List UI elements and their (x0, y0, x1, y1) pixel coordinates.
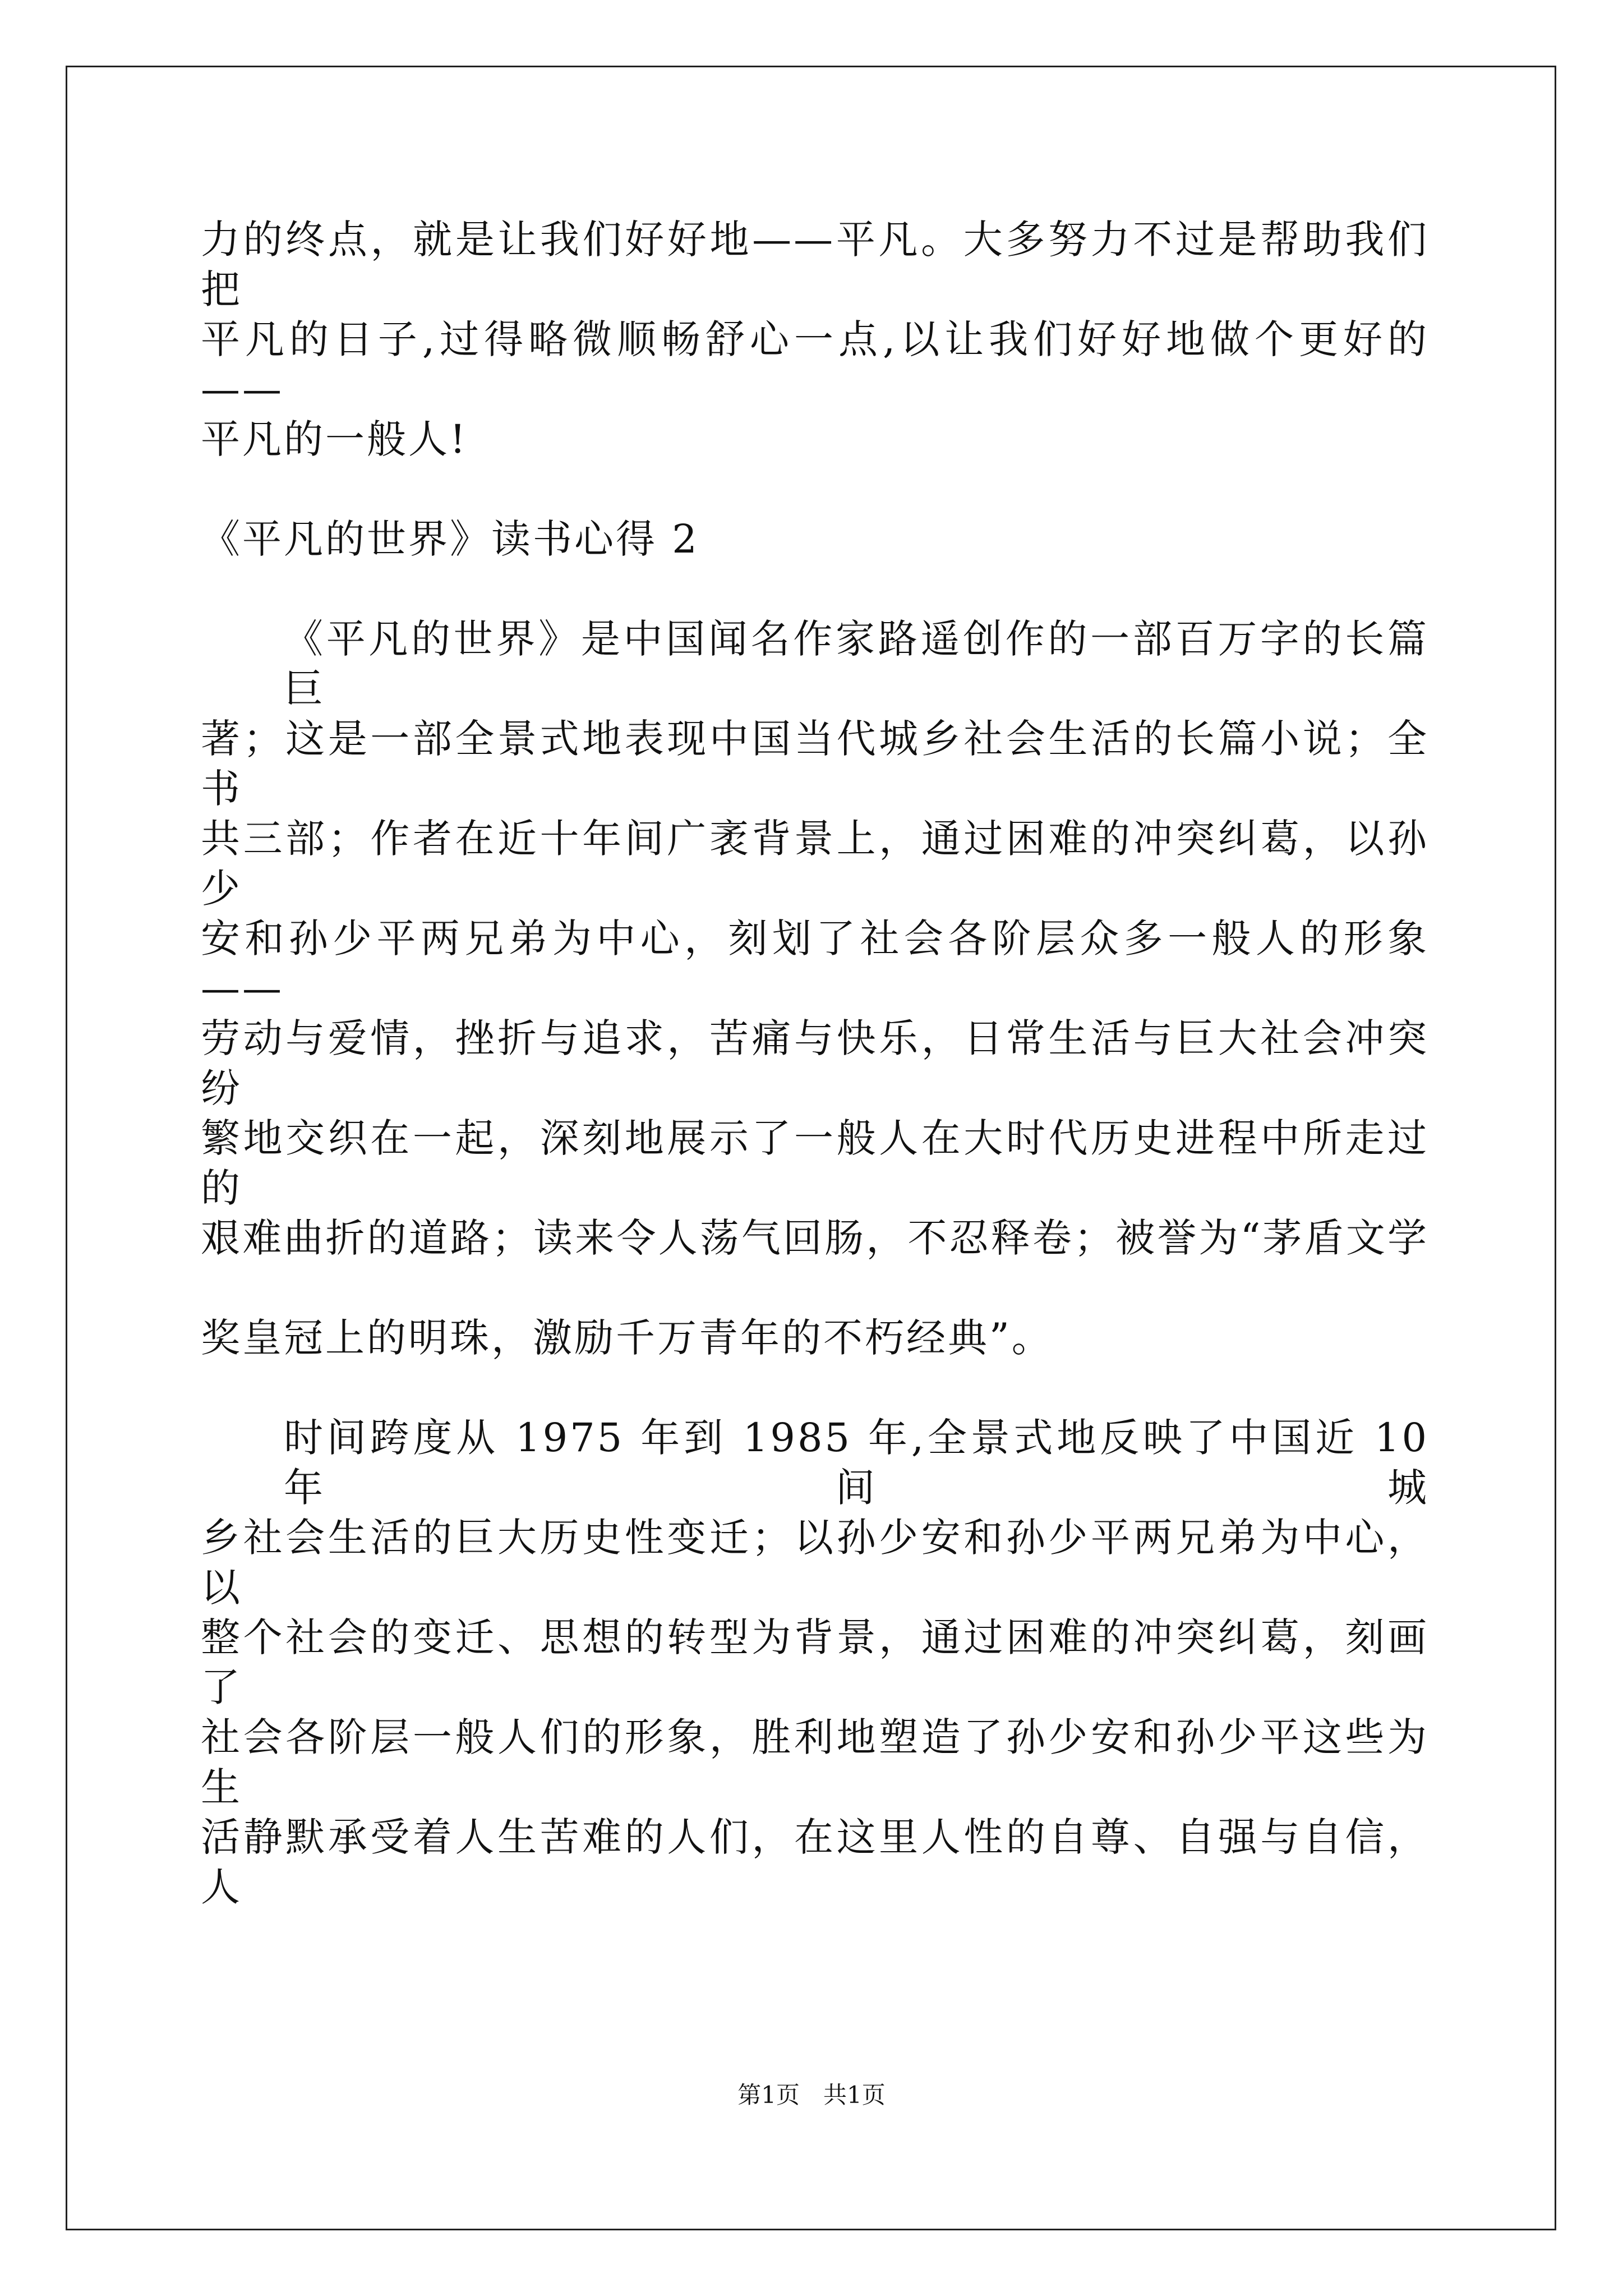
paragraph-line: 奖皇冠上的明珠，激励千万青年的不朽经典”。 (201, 1315, 1053, 1361)
paragraph-line: 劳动与爱情，挫折与追求，苦痛与快乐，日常生活与巨大社会冲突纷 (201, 1015, 1429, 1111)
paragraph-line: 活静默承受着人生苦难的人们，在这里人性的自尊、自强与自信，人 (201, 1814, 1429, 1910)
paragraph-line: 平凡的日子,过得略微顺畅舒心一点,以让我们好好地做个更好的—— (201, 316, 1429, 412)
paragraph-line: 力的终点，就是让我们好好地——平凡。大多努力不过是帮助我们把 (201, 217, 1429, 312)
page-number-footer: 第1页 共1页 (737, 2081, 886, 2109)
section-heading: 《平凡的世界》读书心得 2 (201, 516, 699, 562)
paragraph-line: 乡社会生活的巨大历史性变迁；以孙少安和孙少平两兄弟为中心，以 (201, 1515, 1429, 1611)
paragraph-line: 时间跨度从 1975 年到 1985 年,全景式地反映了中国近 10 年间城 (284, 1415, 1429, 1511)
paragraph-line: 著；这是一部全景式地表现中国当代城乡社会生活的长篇小说；全书 (201, 716, 1429, 812)
paragraph-line: 平凡的一般人! (201, 416, 468, 462)
paragraph-line: 繁地交织在一起，深刻地展示了一般人在大时代历史进程中所走过的 (201, 1115, 1429, 1211)
paragraph-line: 《平凡的世界》是中国闻名作家路遥创作的一部百万字的长篇巨 (284, 616, 1429, 712)
paragraph-line: 安和孙少平两兄弟为中心，刻划了社会各阶层众多一般人的形象—— (201, 915, 1429, 1011)
paragraph-line: 整个社会的变迁、思想的转型为背景，通过困难的冲突纠葛，刻画了 (201, 1614, 1429, 1710)
paragraph-line: 社会各阶层一般人们的形象，胜利地塑造了孙少安和孙少平这些为生 (201, 1714, 1429, 1810)
paragraph-line: 艰难曲折的道路；读来令人荡气回肠，不忍释卷；被誉为“茅盾文学 (201, 1215, 1429, 1261)
document-body (201, 215, 1429, 1912)
paragraph-line: 共三部；作者在近十年间广袤背景上，通过困难的冲突纠葛，以孙少 (201, 816, 1429, 912)
